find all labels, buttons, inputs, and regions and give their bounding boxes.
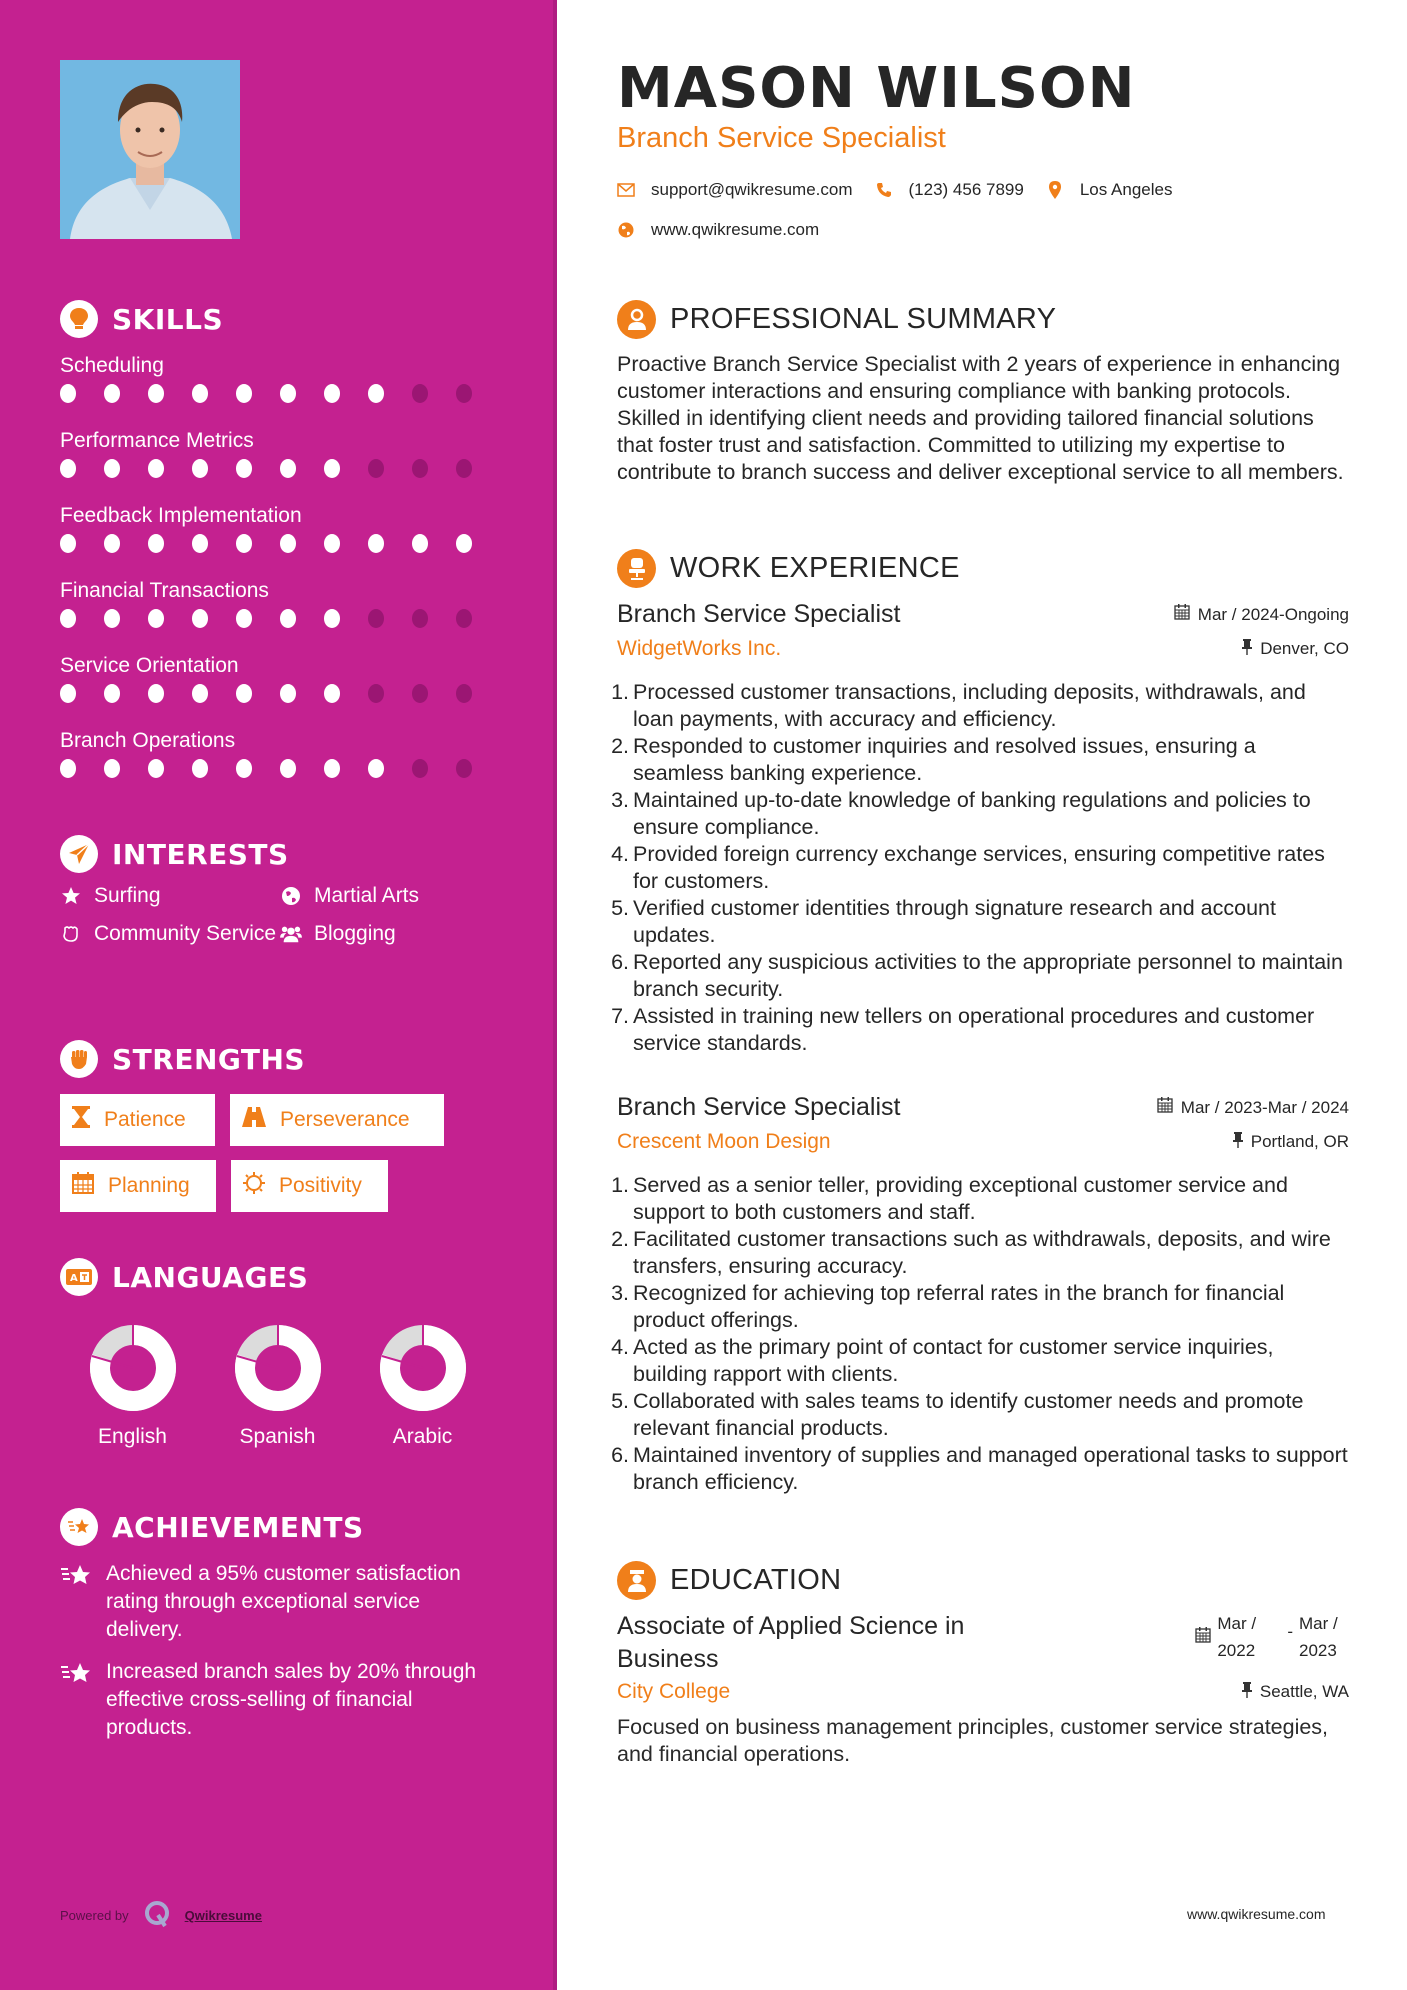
shooting-star-icon [60, 1658, 92, 1742]
education-entry [617, 1610, 1349, 1768]
skill-item [60, 650, 500, 725]
strength-badge [60, 1160, 216, 1212]
skill-item [60, 350, 500, 425]
powered-by-label: Powered by [60, 1908, 129, 1923]
translate-icon [60, 1258, 98, 1296]
bullet-item: 6. Maintained inventory of supplies and managed operational tasks to support branch efficiency. [611, 1443, 1348, 1494]
skill-label: Service Orientation [60, 654, 239, 677]
strengths-title: STRENGTHS [112, 1042, 306, 1076]
job-entry [611, 1093, 1349, 1496]
strength-badge [230, 1094, 444, 1146]
interest-label: Blogging [314, 922, 396, 945]
education-heading [617, 1561, 841, 1600]
skill-label: Performance Metrics [60, 429, 254, 452]
skill-label: Scheduling [60, 354, 164, 377]
qwikresume-link[interactable]: Qwikresume [184, 1908, 262, 1923]
contact-location [1046, 180, 1173, 200]
interest-label: Community Service [94, 922, 277, 945]
website-text[interactable]: www.qwikresume.com [651, 220, 820, 239]
bullet-item: 2. Facilitated customer transactions such as withdrawals, deposits, and wire transfers, ensuring accuracy. [611, 1227, 1331, 1278]
job-bullets [611, 1172, 1349, 1496]
calendar-icon [1157, 1097, 1173, 1118]
paper-plane-icon [60, 835, 98, 873]
language-proficiency-ring [380, 1325, 466, 1411]
strength-label: Perseverance [280, 1108, 410, 1131]
email-text[interactable]: support@qwikresume.com [651, 180, 853, 199]
fist-icon [60, 1040, 98, 1078]
skill-rating [60, 759, 500, 778]
envelope-icon [617, 183, 635, 197]
language-label: Spanish [239, 1425, 316, 1448]
road-icon [242, 1107, 266, 1133]
calendar-icon [72, 1172, 94, 1200]
job-dates: Mar / 2023-Mar / 2024 [1157, 1097, 1349, 1118]
skill-item [60, 425, 500, 500]
skill-label: Feedback Implementation [60, 504, 302, 527]
achievement-item [60, 1658, 500, 1742]
candidate-name: MASON WILSON [617, 56, 1136, 121]
contact-row-2 [617, 220, 841, 240]
calendar-icon [1195, 1610, 1211, 1651]
bullet-item: 4. Provided foreign currency exchange services, ensuring competitive rates for customers. [611, 842, 1325, 893]
skill-rating [60, 609, 500, 628]
strength-label: Positivity [279, 1174, 362, 1197]
strength-badge [231, 1160, 388, 1212]
pushpin-icon [1242, 639, 1252, 660]
interests-heading [60, 835, 289, 873]
languages-title: LANGUAGES [112, 1260, 309, 1294]
school-name: City College [617, 1680, 731, 1703]
office-chair-icon [617, 549, 656, 588]
skill-label: Financial Transactions [60, 579, 269, 602]
svg-text:A: A [70, 1273, 78, 1284]
location-text: Los Angeles [1079, 180, 1173, 199]
skills-heading [60, 300, 223, 338]
skill-rating [60, 384, 500, 403]
user-icon [617, 300, 656, 339]
footer-url[interactable]: www.qwikresume.com [1187, 1906, 1326, 1922]
lightbulb-icon [60, 300, 98, 338]
graduate-icon [617, 1561, 656, 1600]
pushpin-icon [1233, 1132, 1243, 1153]
job-title: Branch Service Specialist [617, 1093, 901, 1121]
skill-item [60, 725, 500, 800]
languages-heading [60, 1258, 308, 1296]
interest-label: Surfing [94, 884, 161, 907]
language-item [60, 1325, 205, 1449]
powered-by [60, 1900, 262, 1931]
interest-item [60, 882, 280, 910]
language-item [350, 1325, 495, 1449]
school-location: Seattle, WA [1242, 1682, 1349, 1703]
bullet-item: 5. Verified customer identities through signature research and account updates. [611, 896, 1276, 947]
degree-title: Associate of Applied Science in Business [617, 1612, 965, 1673]
strength-badge [60, 1094, 215, 1146]
company-name: Crescent Moon Design [617, 1130, 831, 1153]
sidebar [0, 0, 557, 1990]
bullet-item: 4. Acted as the primary point of contact for customer service inquiries, building rapport with clients. [611, 1335, 1274, 1386]
interest-item [60, 920, 280, 948]
experience-title: WORK EXPERIENCE [670, 552, 960, 584]
calendar-icon [1174, 604, 1190, 625]
strength-label: Patience [104, 1108, 186, 1131]
hand-icon [60, 920, 82, 948]
skill-item [60, 575, 500, 650]
education-dates: Mar / 2022 - Mar / 2023 [1195, 1610, 1349, 1664]
phone-text: (123) 456 7899 [908, 180, 1024, 199]
achievements-title: ACHIEVEMENTS [112, 1510, 364, 1544]
skill-rating [60, 684, 500, 703]
language-label: English [98, 1425, 167, 1448]
pushpin-icon [1242, 1682, 1252, 1703]
summary-title: PROFESSIONAL SUMMARY [670, 303, 1057, 335]
interest-item [280, 882, 500, 910]
job-dates: Mar / 2024-Ongoing [1174, 604, 1349, 625]
achievement-text: Achieved a 95% customer satisfaction rating through exceptional service delivery. [106, 1562, 461, 1641]
globe-icon [280, 882, 302, 910]
bullet-item: 5. Collaborated with sales teams to identify customer needs and promote relevant financial products. [611, 1389, 1304, 1440]
contact-website [617, 220, 819, 240]
bullet-item: 1. Served as a senior teller, providing exceptional customer service and support to both customers and staff. [611, 1173, 1288, 1224]
skill-label: Branch Operations [60, 729, 236, 752]
achievement-item [60, 1560, 500, 1644]
interest-label: Martial Arts [314, 884, 420, 907]
achievements-list [60, 1560, 500, 1756]
interest-item [280, 920, 500, 948]
map-pin-icon [1046, 181, 1064, 199]
job-location: Denver, CO [1242, 639, 1349, 660]
hourglass-icon [72, 1106, 90, 1134]
education-title: EDUCATION [670, 1564, 842, 1596]
achievement-text: Increased branch sales by 20% through effective cross-selling of financial products. [106, 1660, 477, 1739]
skills-list [60, 350, 500, 800]
candidate-role: Branch Service Specialist [617, 122, 946, 154]
contact-row [617, 180, 1194, 200]
contact-phone [875, 180, 1024, 200]
strengths-heading [60, 1040, 305, 1078]
sidebar-edge [553, 0, 557, 1990]
job-entry [611, 600, 1349, 1057]
interests-list [60, 882, 500, 948]
phone-icon [875, 182, 893, 198]
job-bullets [611, 679, 1349, 1057]
summary-heading [617, 300, 1056, 339]
bullet-item: 2. Responded to customer inquiries and resolved issues, ensuring a seamless banking experience. [611, 734, 1256, 785]
education-start: Mar / 2022 [1217, 1614, 1257, 1660]
strength-label: Planning [108, 1174, 190, 1197]
contact-email [617, 180, 853, 200]
users-icon [280, 920, 302, 948]
skill-item [60, 500, 500, 575]
language-proficiency-ring [235, 1325, 321, 1411]
profile-photo [60, 60, 240, 239]
bullet-item: 7. Assisted in training new tellers on operational procedures and customer service standards. [611, 1004, 1315, 1055]
globe-icon [617, 222, 635, 238]
summary-text: Proactive Branch Service Specialist with 2 years of experience in enhancing customer interactions and ensuring compliance with banking protocols. Skilled in identifying client needs and providing tailored financial solutions that foster trust and satisfaction. Committed to utilizing my expertise to contribute to branch success and deliver exceptional service to all members. [617, 352, 1344, 484]
strengths-list [60, 1094, 500, 1212]
languages-list [60, 1325, 500, 1449]
job-location: Portland, OR [1233, 1132, 1349, 1153]
education-description: Focused on business management principles, customer service strategies, and financial operations. [617, 1715, 1329, 1766]
language-label: Arabic [392, 1425, 453, 1448]
skill-rating [60, 534, 500, 553]
interests-title: INTERESTS [112, 837, 289, 871]
shooting-star-icon [60, 1560, 92, 1644]
bullet-item: 6. Reported any suspicious activities to the appropriate personnel to maintain branch security. [611, 950, 1343, 1001]
skills-title: SKILLS [112, 302, 224, 336]
experience-heading [617, 549, 960, 588]
education-end: Mar / 2023 [1299, 1614, 1338, 1660]
language-proficiency-ring [90, 1325, 176, 1411]
achievements-heading [60, 1508, 364, 1546]
sun-icon [243, 1172, 265, 1200]
language-item [205, 1325, 350, 1449]
shooting-star-icon [60, 1508, 98, 1546]
qwikresume-logo-icon [143, 1900, 171, 1931]
bullet-item: 1. Processed customer transactions, including deposits, withdrawals, and loan payments, with accuracy and efficiency. [611, 680, 1306, 731]
star-icon [60, 882, 82, 910]
job-title: Branch Service Specialist [617, 600, 901, 628]
bullet-item: 3. Maintained up-to-date knowledge of banking regulations and policies to ensure compliance. [611, 788, 1311, 839]
bullet-item: 3. Recognized for achieving top referral rates in the branch for financial product offerings. [611, 1281, 1285, 1332]
company-name: WidgetWorks Inc. [617, 637, 782, 660]
skill-rating [60, 459, 500, 478]
